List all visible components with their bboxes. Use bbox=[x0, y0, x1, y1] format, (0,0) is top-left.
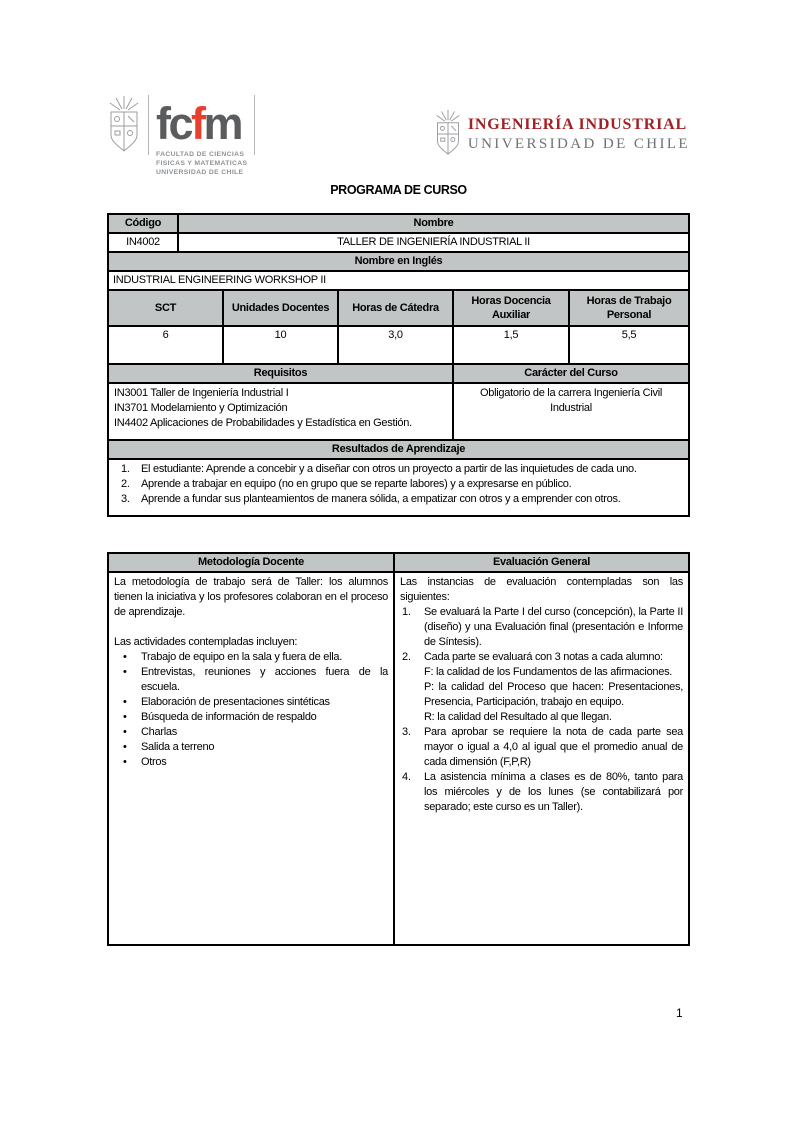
header-logos bbox=[107, 95, 690, 177]
methodology-evaluation-content-row bbox=[109, 571, 688, 944]
item-text: Otros bbox=[141, 756, 167, 768]
fcfm-text-block bbox=[156, 95, 247, 177]
evaluacion-intro: Las instancias de evaluación contempladas son las siguientes: bbox=[400, 576, 683, 603]
fcfm-letters-fc: fc bbox=[156, 98, 192, 149]
resultados-aprendizaje-list bbox=[109, 460, 688, 515]
requisitos-header-cell: Requisitos bbox=[109, 365, 454, 382]
evaluacion-item bbox=[400, 605, 683, 650]
item-number: 4. bbox=[402, 771, 411, 783]
codigo-header-cell: Código bbox=[109, 215, 179, 232]
requisitos-value-cell bbox=[109, 384, 454, 439]
unidades-docentes-value-cell: 10 bbox=[224, 327, 339, 363]
logo-divider-left bbox=[148, 95, 149, 155]
resultado-item bbox=[114, 477, 683, 492]
fcfm-wordmark bbox=[156, 98, 247, 149]
metodologia-docente-header-cell: Metodología Docente bbox=[109, 554, 395, 571]
caracter-curso-header-cell: Carácter del Curso bbox=[454, 365, 688, 382]
metodologia-docente-cell bbox=[109, 573, 395, 944]
item-text: Búsqueda de información de respaldo bbox=[141, 711, 317, 723]
resultados-value-row bbox=[109, 458, 688, 515]
resultado-item bbox=[114, 492, 683, 507]
actividad-item bbox=[114, 725, 388, 740]
bullet-icon: • bbox=[123, 741, 127, 753]
uchile-crest-icon bbox=[107, 95, 141, 157]
actividad-item bbox=[114, 695, 388, 710]
nombre-ingles-value-cell: INDUSTRIAL ENGINEERING WORKSHOP II bbox=[113, 274, 326, 286]
resultados-header-row bbox=[109, 439, 688, 458]
bullet-icon: • bbox=[123, 696, 127, 708]
horas-catedra-value-cell: 3,0 bbox=[339, 327, 454, 363]
bullet-icon: • bbox=[123, 651, 127, 663]
item-text: Aprende a trabajar en equipo (no en grupo que se reparte labores) y a expresarse en público. bbox=[141, 478, 572, 490]
actividad-item bbox=[114, 665, 388, 695]
fcfm-letter-m: m bbox=[203, 98, 242, 149]
horas-docencia-auxiliar-value-cell: 1,5 bbox=[454, 327, 570, 363]
requisitos-header-row bbox=[109, 363, 688, 382]
item-number: 1. bbox=[121, 463, 130, 475]
actividad-item bbox=[114, 755, 388, 770]
uchile-crest-icon bbox=[434, 109, 462, 159]
nombre-ingles-header-row bbox=[109, 251, 688, 270]
requisito-line: IN3001 Taller de Ingeniería Industrial I bbox=[114, 387, 289, 399]
sct-value-cell: 6 bbox=[109, 327, 224, 363]
evaluacion-subitem: F: la calidad de los Fundamentos de las afirmaciones. bbox=[424, 666, 673, 678]
item-number: 3. bbox=[121, 493, 130, 505]
horas-docencia-auxiliar-header-cell: Horas Docencia Auxiliar bbox=[454, 291, 570, 325]
item-text: Elaboración de presentaciones sintéticas bbox=[141, 696, 330, 708]
evaluacion-general-cell bbox=[395, 573, 688, 944]
actividades-intro: Las actividades contempladas incluyen: bbox=[114, 636, 298, 648]
fcfm-subtext-line: UNIVERSIDAD DE CHILE bbox=[156, 169, 244, 177]
credit-header-row bbox=[109, 289, 688, 325]
caracter-curso-value-cell: Obligatorio de la carrera Ingeniería Civil Industrial bbox=[479, 387, 663, 414]
item-text: Aprende a fundar sus planteamientos de manera sólida, a empatizar con otros y a emprender con otros. bbox=[141, 493, 621, 505]
item-text: La asistencia mínima a clases es de 80%, tanto para los miércoles y de los lunes (se contabilizará por separado; este curso es un Taller). bbox=[424, 771, 683, 813]
item-text: Se evaluará la Parte I del curso (concepción), la Parte II (diseño) y una Evaluación final (presentación e Informe de Síntesis). bbox=[424, 606, 683, 648]
sct-header-cell: SCT bbox=[109, 291, 224, 325]
bullet-icon: • bbox=[123, 756, 127, 768]
unidades-docentes-header-cell: Unidades Docentes bbox=[224, 291, 339, 325]
evaluacion-subitem: P: la calidad del Proceso que hacen: Presentaciones, Presencia, Participación, trabajo en equipo. bbox=[424, 681, 683, 708]
universidad-de-chile-text: UNIVERSIDAD DE CHILE bbox=[467, 135, 690, 152]
resultados-aprendizaje-header-cell: Resultados de Aprendizaje bbox=[109, 441, 688, 458]
horas-trabajo-personal-value-cell: 5,5 bbox=[621, 329, 637, 341]
blank-line bbox=[114, 620, 388, 635]
bullet-icon: • bbox=[123, 711, 127, 723]
item-text: Trabajo de equipo en la sala y fuera de ella. bbox=[141, 651, 343, 663]
item-number: 2. bbox=[402, 651, 411, 663]
requisito-line: IN3701 Modelamiento y Optimización bbox=[114, 402, 288, 414]
fcfm-subtext-line: FACULTAD DE CIENCIAS bbox=[156, 150, 245, 158]
evaluacion-general-header-cell: Evaluación General bbox=[395, 554, 688, 571]
codigo-value-cell: IN4002 bbox=[109, 234, 179, 251]
codigo-nombre-value-row bbox=[109, 232, 688, 251]
course-info-table bbox=[107, 213, 690, 517]
metodologia-intro: La metodología de trabajo será de Taller: los alumnos tienen la iniciativa y los profesores colaboran en el proceso de aprendizaje. bbox=[114, 576, 388, 618]
fcfm-letter-f-red: f bbox=[191, 98, 204, 149]
nombre-ingles-value-row bbox=[109, 270, 688, 289]
bullet-icon: • bbox=[123, 726, 127, 738]
evaluacion-item bbox=[400, 770, 683, 815]
fcfm-subtext-line: FISICAS Y MATEMATICAS bbox=[156, 159, 248, 167]
horas-catedra-header-cell: Horas de Cátedra bbox=[339, 291, 454, 325]
evaluacion-item bbox=[400, 650, 683, 665]
ingenieria-industrial-text: INGENIERÍA INDUSTRIAL bbox=[467, 115, 687, 133]
nombre-value-cell: TALLER DE INGENIERÍA INDUSTRIAL II bbox=[337, 236, 530, 248]
evaluacion-subitem: R: la calidad del Resultado al que llegan. bbox=[424, 711, 612, 723]
logo-divider-right bbox=[254, 95, 255, 155]
fcfm-subtext bbox=[156, 150, 247, 178]
methodology-evaluation-table bbox=[107, 552, 690, 946]
nombre-header-cell: Nombre bbox=[179, 215, 688, 232]
actividad-item bbox=[114, 710, 388, 725]
horas-trabajo-personal-header-cell: Horas de Trabajo Personal bbox=[570, 291, 688, 325]
codigo-nombre-header-row bbox=[109, 215, 688, 232]
actividad-item bbox=[114, 650, 388, 665]
page-title: PROGRAMA DE CURSO bbox=[330, 183, 467, 197]
item-text: El estudiante: Aprende a concebir y a diseñar con otros un proyecto a partir de las inquietudes de cada uno. bbox=[141, 463, 637, 475]
fcfm-logo bbox=[107, 95, 255, 177]
actividad-item bbox=[114, 740, 388, 755]
nombre-ingles-header-cell: Nombre en Inglés bbox=[109, 253, 688, 270]
ingenieria-text-block bbox=[468, 115, 690, 154]
requisito-line: IN4402 Aplicaciones de Probabilidades y Estadística en Gestión. bbox=[114, 417, 412, 429]
evaluacion-item bbox=[400, 725, 683, 770]
credit-value-row bbox=[109, 325, 688, 363]
item-text: Entrevistas, reuniones y acciones fuera de la escuela. bbox=[141, 666, 388, 693]
methodology-evaluation-header-row bbox=[109, 554, 688, 571]
ingenieria-industrial-logo bbox=[434, 109, 690, 159]
page-number: 1 bbox=[676, 1006, 683, 1020]
item-number: 3. bbox=[402, 726, 411, 738]
bullet-icon: • bbox=[123, 666, 127, 678]
item-text: Cada parte se evaluará con 3 notas a cada alumno: bbox=[424, 651, 663, 663]
item-text: Para aprobar se requiere la nota de cada parte sea mayor o igual a 4,0 al igual que el promedio anual de cada dimensión (F,P,R) bbox=[424, 726, 683, 768]
item-text: Salida a terreno bbox=[141, 741, 215, 753]
requisitos-value-row bbox=[109, 382, 688, 439]
item-number: 2. bbox=[121, 478, 130, 490]
item-text: Charlas bbox=[141, 726, 177, 738]
item-number: 1. bbox=[402, 606, 411, 618]
resultado-item bbox=[114, 462, 683, 477]
